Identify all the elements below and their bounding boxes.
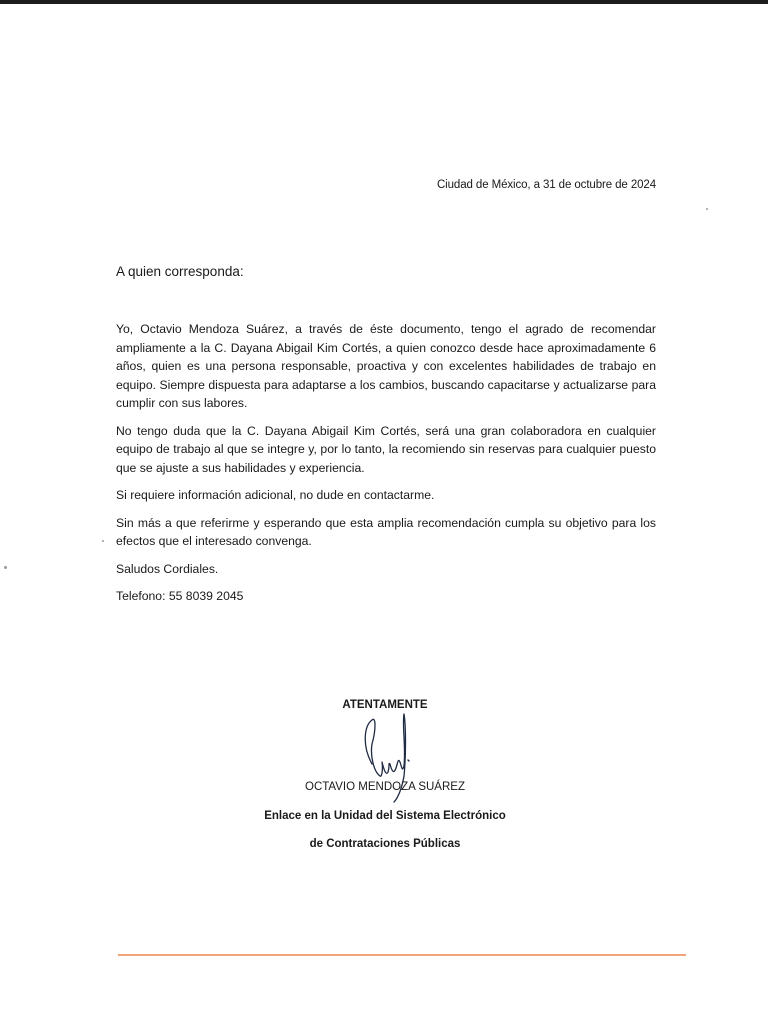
signer-title-line-1: Enlace en la Unidad del Sistema Electrónico xyxy=(264,810,506,822)
paragraph-contact: Si requiere información adicional, no dude en contactarme. xyxy=(116,488,435,502)
paragraph-phone: Telefono: 55 8039 2045 xyxy=(116,589,244,603)
footer-rule xyxy=(118,954,686,956)
letter-body xyxy=(116,320,656,615)
closing-atentamente: ATENTAMENTE xyxy=(342,699,428,711)
paragraph-recommendation: Yo, Octavio Mendoza Suárez, a través de éste documento, tengo el agrado de recomendar ampliamente a la C. Dayana Abigail Kim Cortés, a quien conozco desde hace aproximadamente 6 años, quien es una persona responsable, proactiva y con excelentes habilidades de trabajo en equipo. Siempre dispuesta para adaptarse a los cambios, buscando capacitarse y actualizarse para cumplir con sus labores. xyxy=(116,322,656,410)
signer-name: OCTAVIO MENDOZA SUÁREZ xyxy=(305,781,465,793)
paragraph-greetings: Saludos Cordiales. xyxy=(116,561,219,576)
scan-speck xyxy=(4,566,7,569)
scan-speck xyxy=(706,208,708,210)
paragraph-no-doubt: No tengo duda que la C. Dayana Abigail Kim Cortés, será una gran colaboradora en cualquier equipo de trabajo al que se integre y, por lo tanto, la recomiendo sin reservas para cualquier puesto que se ajuste a sus habilidades y experiencia. xyxy=(116,423,656,475)
signer-title-line-2: de Contrataciones Públicas xyxy=(309,838,461,850)
paragraph-closing: Sin más a que referirme y esperando que esta amplia recomendación cumpla su objetivo para los efectos que el interesado convenga. xyxy=(116,515,656,548)
scan-speck xyxy=(102,540,104,542)
page-top-edge xyxy=(0,0,768,4)
letter-date: Ciudad de México, a 31 de octubre de 2024 xyxy=(436,179,656,191)
salutation: A quien corresponda: xyxy=(116,264,244,279)
